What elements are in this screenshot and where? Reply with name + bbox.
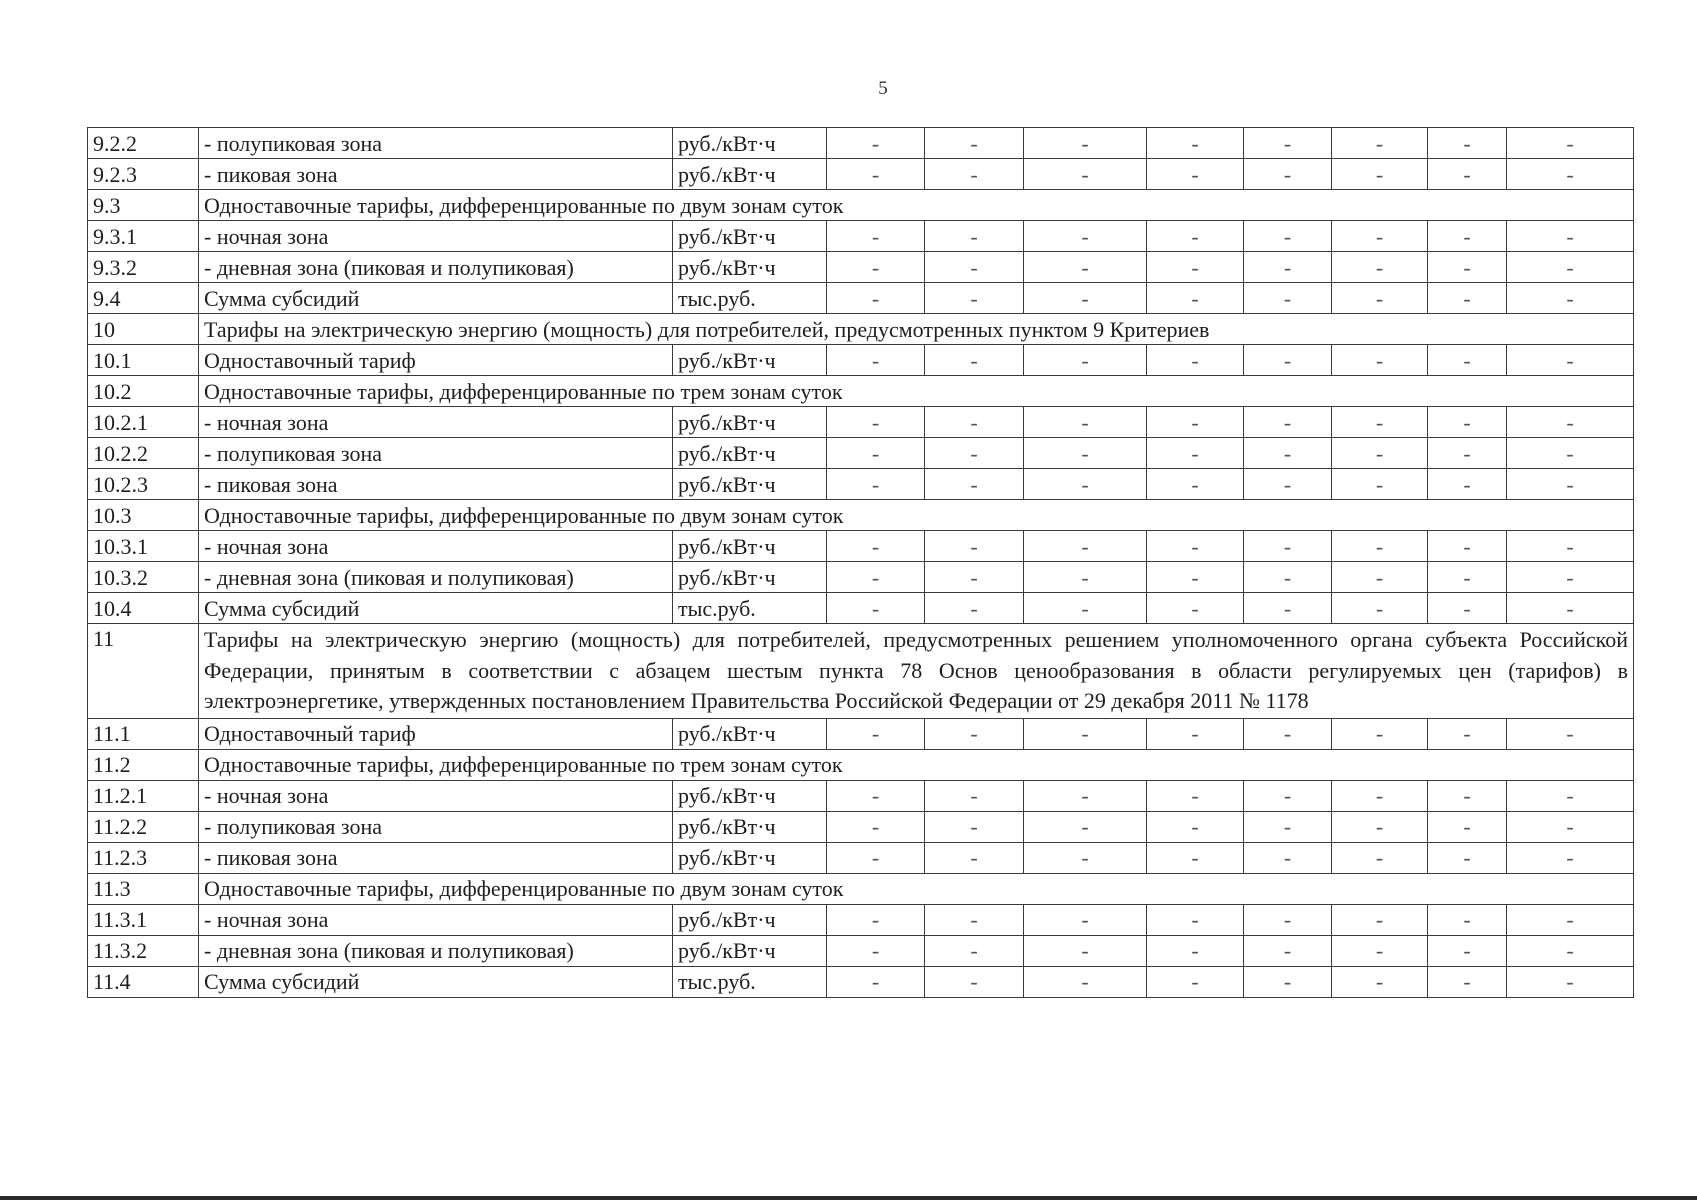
value-cell: - <box>1147 345 1244 376</box>
value-cell: - <box>925 593 1024 624</box>
value-cell: - <box>925 935 1024 966</box>
tariff-table <box>87 127 1634 998</box>
value-cell: - <box>1428 904 1507 935</box>
value-cell: - <box>1507 345 1634 376</box>
row-number: 9.3.2 <box>88 252 199 283</box>
value-cell: - <box>1332 842 1428 873</box>
table-row <box>88 345 1634 376</box>
value-cell: - <box>827 128 925 159</box>
value-cell: - <box>1244 935 1332 966</box>
value-cell: - <box>1507 128 1634 159</box>
value-cell: - <box>1024 718 1147 749</box>
value-cell: - <box>827 252 925 283</box>
page-number: 5 <box>878 78 888 99</box>
value-cell: - <box>1024 780 1147 811</box>
value-cell: - <box>1024 128 1147 159</box>
row-number: 9.4 <box>88 283 199 314</box>
value-cell: - <box>1428 283 1507 314</box>
value-cell: - <box>1147 531 1244 562</box>
row-label: - пиковая зона <box>199 469 673 500</box>
row-number: 10 <box>88 314 199 345</box>
value-cell: - <box>1244 159 1332 190</box>
row-number: 10.3 <box>88 500 199 531</box>
value-cell: - <box>827 221 925 252</box>
unit-cell: тыс.руб. <box>673 593 827 624</box>
table-row <box>88 904 1634 935</box>
value-cell: - <box>1147 469 1244 500</box>
value-cell: - <box>1332 811 1428 842</box>
value-cell: - <box>1507 904 1634 935</box>
value-cell: - <box>1507 593 1634 624</box>
row-label: - ночная зона <box>199 531 673 562</box>
value-cell: - <box>827 469 925 500</box>
value-cell: - <box>827 842 925 873</box>
value-cell: - <box>1147 935 1244 966</box>
unit-cell: тыс.руб. <box>673 966 827 997</box>
row-number: 11.3.2 <box>88 935 199 966</box>
table-body <box>88 128 1634 998</box>
row-number: 11.2.3 <box>88 842 199 873</box>
row-label: Сумма субсидий <box>199 593 673 624</box>
value-cell: - <box>1147 780 1244 811</box>
value-cell: - <box>1147 128 1244 159</box>
value-cell: - <box>1428 407 1507 438</box>
value-cell: - <box>925 252 1024 283</box>
value-cell: - <box>1332 935 1428 966</box>
value-cell: - <box>827 966 925 997</box>
value-cell: - <box>1428 128 1507 159</box>
row-number: 11.4 <box>88 966 199 997</box>
row-number: 10.1 <box>88 345 199 376</box>
value-cell: - <box>1147 904 1244 935</box>
row-label: - пиковая зона <box>199 159 673 190</box>
value-cell: - <box>1244 904 1332 935</box>
row-number: 9.3 <box>88 190 199 221</box>
section-title: Одноставочные тарифы, дифференцированные по трем зонам суток <box>199 376 1634 407</box>
value-cell: - <box>925 780 1024 811</box>
row-number: 10.3.2 <box>88 562 199 593</box>
value-cell: - <box>1147 252 1244 283</box>
value-cell: - <box>1507 469 1634 500</box>
unit-cell: руб./кВт·ч <box>673 407 827 438</box>
value-cell: - <box>1332 531 1428 562</box>
value-cell: - <box>1428 780 1507 811</box>
section-row <box>88 314 1634 345</box>
page-bottom-edge <box>0 1196 1697 1200</box>
value-cell: - <box>1332 562 1428 593</box>
value-cell: - <box>1147 221 1244 252</box>
value-cell: - <box>1024 407 1147 438</box>
unit-cell: руб./кВт·ч <box>673 562 827 593</box>
value-cell: - <box>1147 842 1244 873</box>
value-cell: - <box>827 283 925 314</box>
table-row <box>88 531 1634 562</box>
value-cell: - <box>827 531 925 562</box>
row-label: - ночная зона <box>199 780 673 811</box>
value-cell: - <box>1024 935 1147 966</box>
section-row <box>88 749 1634 780</box>
value-cell: - <box>1428 469 1507 500</box>
value-cell: - <box>1244 345 1332 376</box>
unit-cell: руб./кВт·ч <box>673 345 827 376</box>
unit-cell: руб./кВт·ч <box>673 221 827 252</box>
row-label: - ночная зона <box>199 221 673 252</box>
value-cell: - <box>827 159 925 190</box>
value-cell: - <box>1024 966 1147 997</box>
value-cell: - <box>827 904 925 935</box>
table-row <box>88 221 1634 252</box>
value-cell: - <box>1428 345 1507 376</box>
value-cell: - <box>1332 252 1428 283</box>
row-label: Сумма субсидий <box>199 283 673 314</box>
unit-cell: руб./кВт·ч <box>673 904 827 935</box>
value-cell: - <box>1507 935 1634 966</box>
value-cell: - <box>925 221 1024 252</box>
value-cell: - <box>1024 252 1147 283</box>
value-cell: - <box>1428 811 1507 842</box>
row-label: - полупиковая зона <box>199 811 673 842</box>
value-cell: - <box>1244 531 1332 562</box>
value-cell: - <box>1332 469 1428 500</box>
value-cell: - <box>1507 562 1634 593</box>
section-title: Одноставочные тарифы, дифференцированные по двум зонам суток <box>199 500 1634 531</box>
value-cell: - <box>925 718 1024 749</box>
value-cell: - <box>1147 562 1244 593</box>
value-cell: - <box>1507 438 1634 469</box>
value-cell: - <box>925 407 1024 438</box>
table-row <box>88 252 1634 283</box>
value-cell: - <box>925 562 1024 593</box>
table-row <box>88 407 1634 438</box>
value-cell: - <box>925 842 1024 873</box>
value-cell: - <box>1332 159 1428 190</box>
row-label: Одноставочный тариф <box>199 345 673 376</box>
row-number: 10.2.3 <box>88 469 199 500</box>
table-row <box>88 562 1634 593</box>
value-cell: - <box>827 718 925 749</box>
row-number: 11.2.2 <box>88 811 199 842</box>
value-cell: - <box>1332 128 1428 159</box>
value-cell: - <box>827 438 925 469</box>
value-cell: - <box>1332 966 1428 997</box>
value-cell: - <box>1024 283 1147 314</box>
value-cell: - <box>1428 159 1507 190</box>
row-number: 9.2.3 <box>88 159 199 190</box>
value-cell: - <box>1507 221 1634 252</box>
value-cell: - <box>925 128 1024 159</box>
value-cell: - <box>1507 283 1634 314</box>
value-cell: - <box>1024 159 1147 190</box>
value-cell: - <box>1147 407 1244 438</box>
value-cell: - <box>1507 966 1634 997</box>
row-number: 9.2.2 <box>88 128 199 159</box>
value-cell: - <box>1428 966 1507 997</box>
unit-cell: руб./кВт·ч <box>673 469 827 500</box>
unit-cell: руб./кВт·ч <box>673 252 827 283</box>
value-cell: - <box>1147 811 1244 842</box>
value-cell: - <box>1024 811 1147 842</box>
value-cell: - <box>1507 811 1634 842</box>
value-cell: - <box>1147 438 1244 469</box>
section-title: Одноставочные тарифы, дифференцированные по двум зонам суток <box>199 873 1634 904</box>
row-label: - пиковая зона <box>199 842 673 873</box>
table-row <box>88 593 1634 624</box>
row-label: Одноставочный тариф <box>199 718 673 749</box>
value-cell: - <box>1428 221 1507 252</box>
value-cell: - <box>1428 252 1507 283</box>
value-cell: - <box>1024 469 1147 500</box>
row-label: - полупиковая зона <box>199 438 673 469</box>
table-row <box>88 842 1634 873</box>
value-cell: - <box>1332 283 1428 314</box>
value-cell: - <box>925 438 1024 469</box>
row-number: 11.1 <box>88 718 199 749</box>
value-cell: - <box>1024 345 1147 376</box>
row-number: 10.4 <box>88 593 199 624</box>
table-row <box>88 159 1634 190</box>
value-cell: - <box>1332 593 1428 624</box>
row-number: 11.3.1 <box>88 904 199 935</box>
value-cell: - <box>1244 780 1332 811</box>
row-number: 11.2 <box>88 749 199 780</box>
value-cell: - <box>1147 593 1244 624</box>
value-cell: - <box>925 283 1024 314</box>
unit-cell: тыс.руб. <box>673 283 827 314</box>
value-cell: - <box>827 562 925 593</box>
value-cell: - <box>1244 283 1332 314</box>
value-cell: - <box>1244 593 1332 624</box>
value-cell: - <box>1507 159 1634 190</box>
value-cell: - <box>1244 438 1332 469</box>
value-cell: - <box>827 407 925 438</box>
section-title: Одноставочные тарифы, дифференцированные по двум зонам суток <box>199 190 1634 221</box>
row-number: 11 <box>88 624 199 719</box>
value-cell: - <box>1244 221 1332 252</box>
table-row <box>88 469 1634 500</box>
unit-cell: руб./кВт·ч <box>673 811 827 842</box>
value-cell: - <box>1147 966 1244 997</box>
section-title: Тарифы на электрическую энергию (мощность) для потребителей, предусмотренных решением уполномоченного органа субъекта Российской Федерации, принятым в соответствии с абзацем шестым пункта 78 Основ ценообразования в области регулируемых цен (тарифов) в электроэнергетике, утвержденных постановлением Правительства Российской Федерации от 29 декабря 2011 № 1178 <box>199 624 1634 719</box>
value-cell: - <box>1147 718 1244 749</box>
value-cell: - <box>1024 562 1147 593</box>
value-cell: - <box>925 469 1024 500</box>
row-label: - дневная зона (пиковая и полупиковая) <box>199 935 673 966</box>
row-label: Сумма субсидий <box>199 966 673 997</box>
value-cell: - <box>1024 221 1147 252</box>
value-cell: - <box>925 966 1024 997</box>
section-row <box>88 624 1634 719</box>
table-row <box>88 780 1634 811</box>
section-title: Тарифы на электрическую энергию (мощность) для потребителей, предусмотренных пунктом 9 Критериев <box>199 314 1634 345</box>
value-cell: - <box>925 904 1024 935</box>
value-cell: - <box>1507 531 1634 562</box>
value-cell: - <box>1507 780 1634 811</box>
value-cell: - <box>925 531 1024 562</box>
unit-cell: руб./кВт·ч <box>673 128 827 159</box>
row-label: - дневная зона (пиковая и полупиковая) <box>199 252 673 283</box>
value-cell: - <box>1244 966 1332 997</box>
unit-cell: руб./кВт·ч <box>673 935 827 966</box>
unit-cell: руб./кВт·ч <box>673 438 827 469</box>
value-cell: - <box>1024 438 1147 469</box>
value-cell: - <box>1428 593 1507 624</box>
value-cell: - <box>1244 842 1332 873</box>
row-number: 10.3.1 <box>88 531 199 562</box>
row-number: 11.2.1 <box>88 780 199 811</box>
table-row <box>88 935 1634 966</box>
value-cell: - <box>1332 438 1428 469</box>
value-cell: - <box>1507 842 1634 873</box>
row-label: - ночная зона <box>199 407 673 438</box>
row-label: - полупиковая зона <box>199 128 673 159</box>
value-cell: - <box>925 345 1024 376</box>
unit-cell: руб./кВт·ч <box>673 780 827 811</box>
value-cell: - <box>1507 718 1634 749</box>
row-label: - дневная зона (пиковая и полупиковая) <box>199 562 673 593</box>
value-cell: - <box>1428 562 1507 593</box>
unit-cell: руб./кВт·ч <box>673 531 827 562</box>
value-cell: - <box>1332 345 1428 376</box>
row-number: 10.2.1 <box>88 407 199 438</box>
value-cell: - <box>1428 438 1507 469</box>
row-number: 11.3 <box>88 873 199 904</box>
value-cell: - <box>1244 811 1332 842</box>
value-cell: - <box>1244 128 1332 159</box>
value-cell: - <box>1428 842 1507 873</box>
unit-cell: руб./кВт·ч <box>673 159 827 190</box>
table-row <box>88 128 1634 159</box>
value-cell: - <box>827 811 925 842</box>
value-cell: - <box>1244 562 1332 593</box>
value-cell: - <box>1428 935 1507 966</box>
table-row <box>88 283 1634 314</box>
value-cell: - <box>925 159 1024 190</box>
value-cell: - <box>1024 531 1147 562</box>
value-cell: - <box>1024 904 1147 935</box>
value-cell: - <box>1024 593 1147 624</box>
section-row <box>88 190 1634 221</box>
value-cell: - <box>1332 221 1428 252</box>
value-cell: - <box>1147 283 1244 314</box>
section-row <box>88 376 1634 407</box>
row-label: - ночная зона <box>199 904 673 935</box>
value-cell: - <box>1428 531 1507 562</box>
section-title: Одноставочные тарифы, дифференцированные по трем зонам суток <box>199 749 1634 780</box>
section-row <box>88 873 1634 904</box>
unit-cell: руб./кВт·ч <box>673 718 827 749</box>
table-row <box>88 966 1634 997</box>
row-number: 10.2.2 <box>88 438 199 469</box>
value-cell: - <box>1507 252 1634 283</box>
value-cell: - <box>1428 718 1507 749</box>
table-row <box>88 811 1634 842</box>
value-cell: - <box>1507 407 1634 438</box>
value-cell: - <box>1024 842 1147 873</box>
value-cell: - <box>827 780 925 811</box>
value-cell: - <box>1332 407 1428 438</box>
value-cell: - <box>1244 718 1332 749</box>
value-cell: - <box>1332 904 1428 935</box>
value-cell: - <box>1244 252 1332 283</box>
value-cell: - <box>925 811 1024 842</box>
section-row <box>88 500 1634 531</box>
value-cell: - <box>1244 407 1332 438</box>
value-cell: - <box>1244 469 1332 500</box>
value-cell: - <box>827 593 925 624</box>
table-row <box>88 438 1634 469</box>
table-row <box>88 718 1634 749</box>
value-cell: - <box>1332 718 1428 749</box>
row-number: 10.2 <box>88 376 199 407</box>
row-number: 9.3.1 <box>88 221 199 252</box>
value-cell: - <box>1332 780 1428 811</box>
value-cell: - <box>1147 159 1244 190</box>
value-cell: - <box>827 345 925 376</box>
value-cell: - <box>827 935 925 966</box>
unit-cell: руб./кВт·ч <box>673 842 827 873</box>
